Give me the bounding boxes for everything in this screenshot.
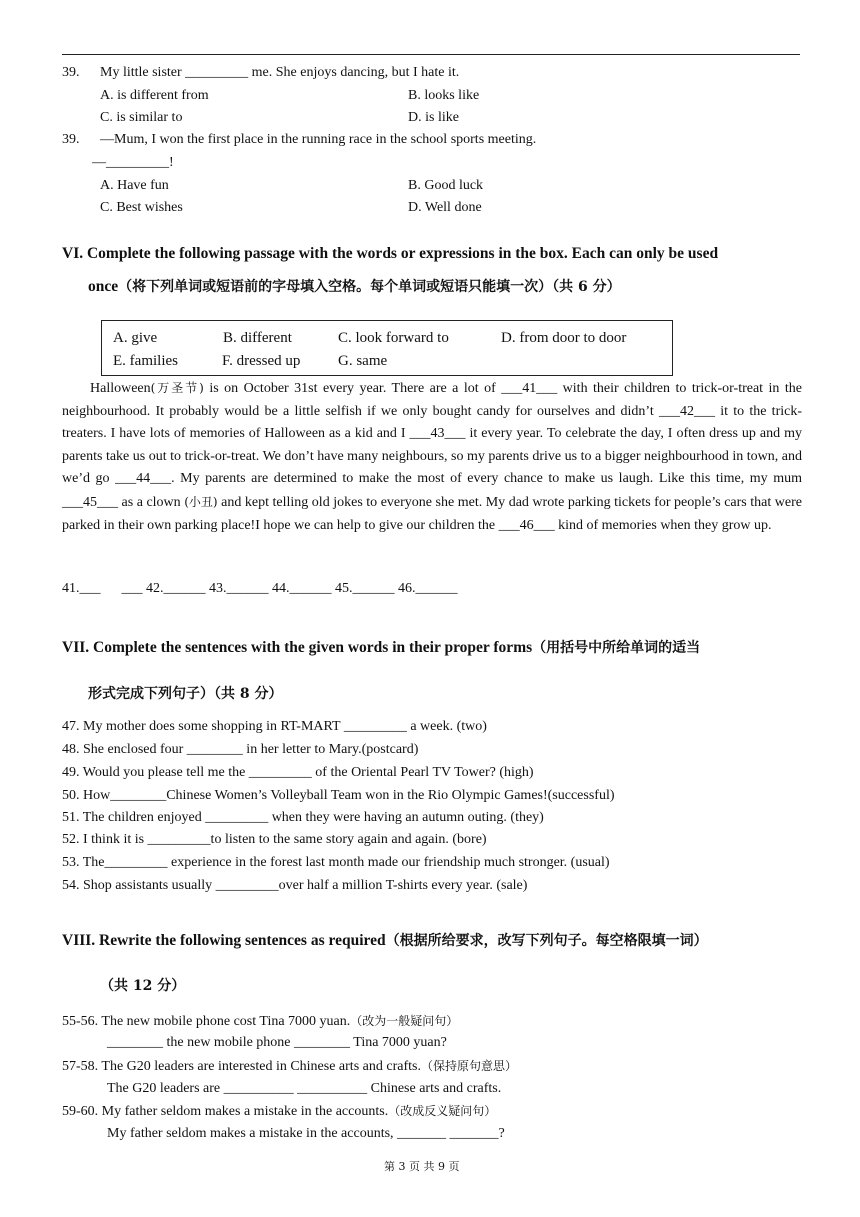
option-b: B. Good luck [408, 178, 484, 193]
section-6-heading-line2 [88, 277, 621, 297]
word-box-item-e: E. families [113, 353, 178, 369]
header-rule [62, 54, 800, 55]
section-8-heading-cn: （根据所给要求，改写下列句子。每空格限填一词） [385, 933, 708, 949]
question-53: 53. The_________ experience in the forest last month made our friendship much stronger. (usual) [62, 855, 610, 870]
question-59-60-answer: My father seldom makes a mistake in the accounts, _______ _______? [107, 1126, 505, 1141]
question-55-56 [62, 1012, 458, 1031]
question-39b-reply: —_________! [92, 155, 174, 170]
question-59-60-instruction: （改成反义疑问句） [388, 1104, 497, 1118]
section-8-heading-cn2: （共 12 分） [100, 978, 186, 994]
question-59-60 [62, 1102, 496, 1121]
passage-part-1: Halloween [90, 381, 151, 396]
page-number-footer: 第 3 页 共 9 页 [384, 1160, 460, 1173]
answer-blanks-41-46: 41.___ ___ 42.______ 43.______ 44.______ 45.______ 46.______ [62, 581, 458, 596]
question-55-56-instruction: （改为一般疑问句） [350, 1014, 459, 1028]
option-c: C. is similar to [100, 110, 183, 125]
section-8-heading [62, 931, 708, 951]
question-39b-number: 39. [62, 132, 80, 147]
word-box-item-a: A. give [113, 330, 158, 346]
word-box [101, 320, 673, 376]
question-39a-number: 39. [62, 65, 80, 80]
passage-gloss-clown: (小丑) [184, 494, 218, 509]
option-a: A. is different from [100, 88, 209, 103]
section-6-heading: VI. Complete the following passage with the words or expressions in the box. Each can only be used [62, 245, 719, 262]
passage-part-2: is on October 31st every year. There are a lot of ___41___ with their children to trick-or-treat in the neighbourhood. It probably would be a little selfish if we only bought candy for ourselves and didn’t ___42___ it to the trick-treaters. I have lots of memories of Halloween as a kid and I ___43___ it every year. To celebrate the day, I often dress up and my parents take us out to trick-or-treat. We don’t have many neighbours, so my parents drive us to a bigger neighbourhood in town, and we’d go ___44___. My parents are determined to make the most of every chance to make us laugh. Like this time, my mum ___45___ as a clown [62, 381, 802, 510]
question-57-58-text: 57-58. The G20 leaders are interested in Chinese arts and crafts. [62, 1059, 421, 1074]
word-box-item-g: G. same [338, 353, 388, 369]
question-57-58 [62, 1057, 517, 1076]
question-50: 50. How________Chinese Women’s Volleyball Team won in the Rio Olympic Games!(successful) [62, 788, 615, 803]
word-box-item-f: F. dressed up [222, 353, 301, 369]
question-39a-stem: My little sister _________ me. She enjoys dancing, but I hate it. [100, 65, 460, 80]
question-48: 48. She enclosed four ________ in her letter to Mary.(postcard) [62, 742, 419, 757]
cloze-passage [62, 377, 802, 537]
question-51: 51. The children enjoyed _________ when they were having an autumn outing. (they) [62, 810, 544, 825]
section-7-heading-cn: （用括号中所给单词的适当 [532, 640, 701, 656]
passage-part-3: and kept telling old jokes to everyone she met. My dad wrote parking tickets for people’s cars that were parked in their own parking place!I hope we can help to give our children the ___46___ kind of memories when they grow up. [62, 494, 802, 533]
question-47: 47. My mother does some shopping in RT-MART _________ a week. (two) [62, 719, 487, 734]
question-59-60-text: 59-60. My father seldom makes a mistake in the accounts. [62, 1104, 389, 1119]
word-box-item-c: C. look forward to [338, 330, 449, 346]
question-57-58-answer: The G20 leaders are __________ __________ Chinese arts and crafts. [107, 1081, 502, 1096]
word-box-item-b: B. different [223, 330, 292, 346]
question-55-56-text: 55-56. The new mobile phone cost Tina 7000 yuan. [62, 1014, 351, 1029]
section-7-heading-line2 [88, 684, 283, 704]
word-box-item-d: D. from door to door [501, 330, 627, 346]
option-c: C. Best wishes [100, 200, 183, 215]
option-a: A. Have fun [100, 178, 169, 193]
section-6-heading-en: once [88, 278, 119, 295]
question-54: 54. Shop assistants usually _________over half a million T-shirts every year. (sale) [62, 878, 528, 893]
question-52: 52. I think it is _________to listen to the same story again and again. (bore) [62, 832, 487, 847]
section-7-heading-cn2: 形式完成下列句子）（共 8 分） [88, 686, 283, 702]
option-d: D. Well done [408, 200, 482, 215]
passage-gloss-halloween: (万圣节) [150, 381, 204, 395]
question-39b-stem: —Mum, I won the first place in the running race in the school sports meeting. [100, 132, 537, 147]
option-b: B. looks like [408, 88, 480, 103]
option-d: D. is like [408, 110, 459, 125]
section-8-heading-line2 [100, 976, 185, 996]
question-57-58-instruction: （保持原句意思） [420, 1059, 517, 1073]
question-49: 49. Would you please tell me the _________ of the Oriental Pearl TV Tower? (high) [62, 765, 534, 780]
section-7-heading [62, 638, 700, 658]
section-6-heading-cn: （将下列单词或短语前的字母填入空格。每个单词或短语只能填一次）（共 6 分） [118, 279, 621, 295]
section-7-heading-en: VII. Complete the sentences with the given words in their proper forms [62, 639, 533, 656]
section-8-heading-en: VIII. Rewrite the following sentences as required [62, 932, 386, 949]
question-55-56-answer: ________ the new mobile phone ________ Tina 7000 yuan? [107, 1035, 447, 1050]
